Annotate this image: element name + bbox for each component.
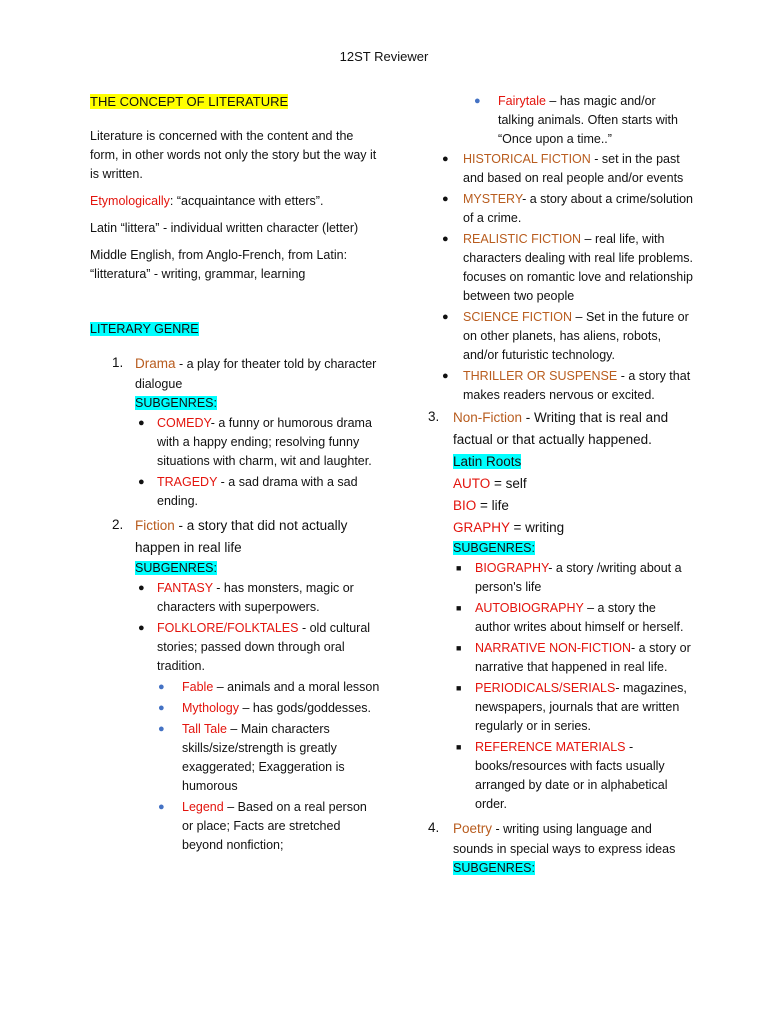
- fable-term: Fable: [182, 680, 214, 694]
- nonfiction-name: Non-Fiction: [453, 410, 523, 425]
- periodicals-term: PERIODICALS/SERIALS: [475, 681, 616, 695]
- etymology-text: : “acquaintance with etters”.: [169, 194, 324, 208]
- left-column: [90, 92, 380, 859]
- nonfiction-number: 3.: [428, 409, 440, 424]
- latin-line: Latin “littera” - individual written character (letter): [90, 221, 359, 235]
- folklore-text: - old cultural stories; passed down through oral tradition.: [157, 621, 371, 673]
- autobiography-text: – a story the author writes about himself or herself.: [475, 601, 684, 634]
- folklore-sublist: [135, 678, 380, 855]
- science-fiction-text: – Set in the future or on other planets, has aliens, robots, and/or futuristic technology.: [463, 310, 689, 362]
- periodicals-text: - magazines, newspapers, journals that are written regularly or in series.: [475, 681, 687, 733]
- root-graphy-term: GRAPHY: [453, 520, 510, 535]
- list-item: ● Mythology – has gods/goddesses.: [158, 701, 372, 715]
- nonfiction-desc: - Writing that is real and factual or that actually happened.: [453, 410, 669, 447]
- drama-number: 1.: [112, 355, 124, 370]
- poetry-name: Poetry: [453, 821, 493, 836]
- list-item: ● FANTASY - has monsters, magic or characters with superpowers.: [138, 581, 354, 614]
- list-item: ● Legend – Based on a real person or place; Facts are stretched beyond nonfiction;: [158, 800, 367, 852]
- comedy-text: - a funny or humorous drama with a happy ending; resolving funny situations with charm, wit and laughter.: [157, 416, 372, 468]
- legend-text: – Based on a real person or place; Facts are stretched beyond nonfiction;: [182, 800, 367, 852]
- list-item: ● Fable – animals and a moral lesson: [158, 680, 380, 694]
- list-item: ● HISTORICAL FICTION - set in the past and based on real people and/or events: [442, 152, 684, 185]
- thriller-text: - a story that makes readers nervous or excited.: [463, 369, 691, 402]
- root-auto-term: AUTO: [453, 476, 491, 491]
- historical-fiction-term: HISTORICAL FICTION: [463, 152, 591, 166]
- biography-text: - a story /writing about a person's life: [475, 561, 682, 594]
- drama-name: Drama: [135, 356, 176, 371]
- comedy-term: COMEDY: [157, 416, 211, 430]
- genre-poetry: [428, 818, 693, 878]
- drama-desc: - a play for theater told by character dialogue: [135, 357, 377, 391]
- fantasy-text: - has monsters, magic or characters with superpowers.: [157, 581, 354, 614]
- tragedy-text: - a sad drama with a sad ending.: [157, 475, 358, 508]
- reference-materials-text: - books/resources with facts usually arranged by date or in alphabetical order.: [475, 740, 668, 811]
- root-bio-text: = life: [476, 498, 509, 513]
- fantasy-term: FANTASY: [157, 581, 213, 595]
- narrative-nonfiction-text: - a story or narrative that happened in real life.: [475, 641, 691, 674]
- autobiography-term: AUTOBIOGRAPHY: [475, 601, 584, 615]
- mystery-text: - a story about a crime/solution of a crime.: [463, 192, 693, 225]
- middle-english-line: Middle English, from Anglo-French, from Latin: “litteratura” - writing, grammar, learning: [90, 248, 348, 281]
- root-bio: [453, 495, 693, 517]
- concept-paragraph: Literature is concerned with the content and the form, in other words not only the story but the way it is written.: [90, 129, 377, 181]
- mystery-term: MYSTERY: [463, 192, 523, 206]
- concept-title-text: THE CONCEPT OF LITERATURE: [90, 94, 289, 109]
- poetry-number: 4.: [428, 820, 440, 835]
- mythology-term: Mythology: [182, 701, 239, 715]
- latin-roots-label: Latin Roots: [453, 454, 522, 469]
- list-item: ● THRILLER OR SUSPENSE - a story that makes readers nervous or excited.: [442, 369, 691, 402]
- etymology-line: [90, 192, 380, 211]
- realistic-fiction-text: – real life, with characters dealing with real life problems. focuses on romantic love and relationship between two people: [463, 232, 693, 303]
- root-auto: [453, 473, 693, 495]
- fiction-subgenres-label: SUBGENRES:: [135, 561, 217, 575]
- list-item: ● Tall Tale – Main characters skills/size/strength is greatly exaggerated; Exaggeration is humorous: [158, 722, 345, 793]
- drama-subgenres-label: SUBGENRES:: [135, 396, 217, 410]
- etymology-term: Etymologically: [90, 194, 170, 208]
- folklore-term: FOLKLORE/FOLKTALES: [157, 621, 299, 635]
- poetry-desc: - writing using language and sounds in special ways to express ideas: [453, 822, 676, 856]
- realistic-fiction-term: REALISTIC FICTION: [463, 232, 582, 246]
- root-bio-term: BIO: [453, 498, 477, 513]
- narrative-nonfiction-term: NARRATIVE NON-FICTION: [475, 641, 632, 655]
- science-fiction-term: SCIENCE FICTION: [463, 310, 573, 324]
- document-header: 12ST Reviewer: [339, 49, 429, 64]
- list-item: ● Fairytale – has magic and/or talking animals. Often starts with “Once upon a time..”: [474, 94, 678, 146]
- list-item: ■ NARRATIVE NON-FICTION- a story or narrative that happened in real life.: [456, 641, 691, 674]
- root-auto-text: = self: [490, 476, 527, 491]
- list-item: ■ BIOGRAPHY- a story /writing about a person's life: [456, 561, 682, 594]
- biography-term: BIOGRAPHY: [475, 561, 549, 575]
- right-column: [428, 92, 693, 882]
- fiction-desc: - a story that did not actually happen in real life: [135, 518, 348, 555]
- legend-term: Legend: [182, 800, 224, 814]
- list-item: ● SCIENCE FICTION – Set in the future or on other planets, has aliens, robots, and/or futuristic technology.: [442, 310, 689, 362]
- genre-title-text: LITERARY GENRE: [90, 322, 199, 336]
- concept-title: [90, 92, 380, 111]
- fairytale-term: Fairytale: [498, 94, 546, 108]
- fiction-name: Fiction: [135, 518, 175, 533]
- list-item: ■ AUTOBIOGRAPHY – a story the author writes about himself or herself.: [456, 601, 684, 634]
- tall-tale-term: Tall Tale: [182, 722, 227, 736]
- genre-title: [90, 320, 380, 339]
- genre-drama: [90, 353, 380, 511]
- root-graphy: [453, 517, 693, 539]
- poetry-subgenres-label: SUBGENRES:: [453, 861, 535, 875]
- reference-materials-term: REFERENCE MATERIALS: [475, 740, 626, 754]
- list-item: ■ REFERENCE MATERIALS - books/resources with facts usually arranged by date or in alphabetical order.: [456, 740, 668, 811]
- fiction-number: 2.: [112, 517, 124, 532]
- genre-fiction: [90, 515, 380, 855]
- list-item: ■ PERIODICALS/SERIALS- magazines, newspapers, journals that are written regularly or in series.: [456, 681, 687, 733]
- root-graphy-text: = writing: [509, 520, 565, 535]
- thriller-term: THRILLER OR SUSPENSE: [463, 369, 618, 383]
- tall-tale-text: – Main characters skills/size/strength is greatly exaggerated; Exaggeration is humorous: [182, 722, 345, 793]
- genre-nonfiction: [428, 407, 693, 814]
- list-item: ● COMEDY- a funny or humorous drama with a happy ending; resolving funny situations with charm, wit and laughter.: [138, 416, 372, 468]
- fable-text: – animals and a moral lesson: [213, 680, 380, 694]
- list-item: ● REALISTIC FICTION – real life, with characters dealing with real life problems. focuses on romantic love and relationship between two people: [442, 232, 693, 303]
- list-item: ● FOLKLORE/FOLKTALES - old cultural stories; passed down through oral tradition.: [138, 621, 371, 673]
- list-item: ● TRAGEDY - a sad drama with a sad ending.: [138, 475, 358, 508]
- list-item: ● MYSTERY- a story about a crime/solution of a crime.: [442, 192, 693, 225]
- nonfiction-subgenres-label: SUBGENRES:: [453, 541, 535, 555]
- tragedy-term: TRAGEDY: [157, 475, 218, 489]
- historical-fiction-text: - set in the past and based on real people and/or events: [463, 152, 684, 185]
- mythology-text: – has gods/goddesses.: [238, 701, 372, 715]
- fairytale-text: – has magic and/or talking animals. Often starts with “Once upon a time..”: [498, 94, 678, 146]
